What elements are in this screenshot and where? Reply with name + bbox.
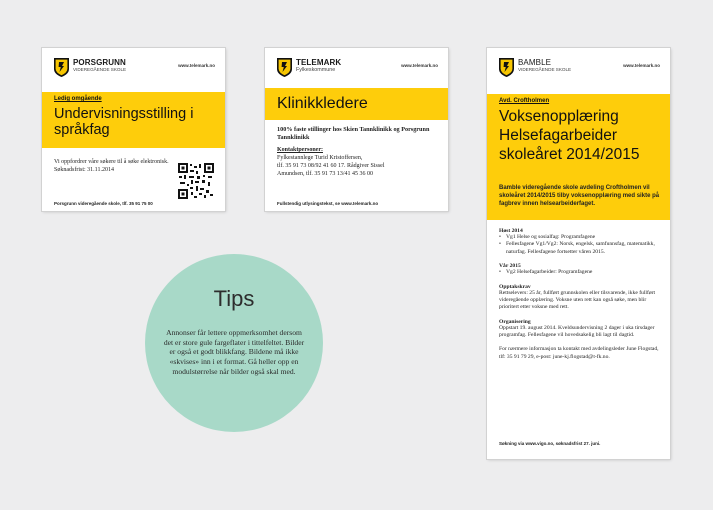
ad-header (487, 48, 670, 86)
ad-header (42, 48, 225, 86)
ad-footer: Porsgrunn videregående skole, tlf. 35 91 75 00 (54, 201, 153, 206)
org-subtitle: VIDEREGÅENDE SKOLE (73, 67, 127, 72)
title-band (265, 88, 448, 120)
org-subtitle: Fylkeskommune (296, 67, 336, 73)
qr-code-icon (178, 163, 214, 199)
contact-info: For nærmere informasjon ta kontakt med avdelingsleder June Flogstad, tlf: 35 91 79 29, e-post: june-kj.flogstad@t-fk.no. (499, 346, 659, 360)
contact-line: tlf. 35 91 73 08/92 41 60 17. Rådgiver Sissel (277, 163, 385, 169)
ad-footer: Søkning via www.vigo.no, søknadsfrist 27. juni. (499, 441, 601, 446)
title-band (42, 92, 225, 148)
tips-circle (145, 254, 323, 432)
org-name: PORSGRUNN (73, 58, 126, 67)
ad-footer: Fullstendig utlysingstekst, se www.telemark.no (277, 201, 379, 206)
org-name: TELEMARK (296, 58, 342, 67)
website-link[interactable]: www.telemark.no (401, 63, 438, 68)
contact-line: Amundsen, tlf. 35 91 73 13/41 45 36 00 (277, 171, 373, 177)
list-item: • Vg1 Helse og sosialfag: Programfagene (499, 234, 660, 241)
website-link[interactable]: www.telemark.no (178, 63, 215, 68)
job-ad-porsgrunn (42, 48, 225, 211)
job-ad-telemark (265, 48, 448, 211)
org-name: BAMBLE (518, 58, 552, 67)
ad-headline: Undervisningsstilling i språkfag (54, 106, 194, 138)
tips-title: Tips (213, 286, 255, 311)
section-list (499, 269, 660, 276)
section-list (499, 234, 660, 256)
list-item: • Fellesfagene Vg1/Vg2: Norsk, engelsk, samfunnsfag, matematikk, naturfag. Fellesfagene fortsetter våren 2015. (499, 241, 660, 256)
section-heading: Opptakskrav (499, 283, 531, 290)
ad-kicker: Avd. Croftholmen (499, 98, 550, 104)
ad-header (265, 48, 448, 86)
contact-line: Fylkestannlege Turid Kristoffersen, (277, 155, 363, 161)
tips-text: Annonser får lettere oppmerksomhet dersom det er store gule fargeflater i tittelfeltet. Bilder er også et godt blikkfang. Bildene må ikke «skvises» inn i et format. Gå heller opp en modulstørrelse når bilder også skal med. (163, 328, 305, 376)
section-heading: Vår 2015 (499, 263, 521, 270)
ad-headline: Klinikkledere (277, 95, 368, 112)
ad-intro: Bamble videregående skole avdeling Croftholmen vil skoleåret 2014/2015 tilby voksenopplæring med sikte på fagbrev innen helsearbeiderfaget. (499, 185, 660, 208)
ad-details (499, 223, 660, 361)
website-link[interactable]: www.telemark.no (623, 63, 660, 68)
crest-icon (277, 58, 292, 77)
section-heading: Organisering (499, 318, 531, 325)
crest-icon (499, 58, 514, 77)
ad-body: Vi oppfordrer våre søkere til å søke elektronisk. Søknadsfrist: 31.11.2014 (54, 159, 169, 174)
ad-headline: Voksenopplæring Helsefagarbeider skoleåret 2014/2015 (499, 108, 640, 163)
job-ad-bamble (487, 48, 670, 459)
crest-icon (54, 58, 69, 77)
ad-lead: 100% faste stillinger hos Skien Tannklinikk og Porsgrunn Tannklinikk (277, 126, 430, 142)
section-text: Oppstart 19. august 2014. Kveldsundervisning 2 dager i uka tirsdager programfag. Fellesfagene vil hovedsakelig bli lagt til dagtid. (499, 324, 655, 338)
contact-heading: Kontaktpersoner: (277, 147, 323, 153)
section-heading: Høst 2014 (499, 228, 523, 234)
section-text: Rettselevers: 25 år, fullført grunnskolen eller tilsvarende, ikke fullført videregående opplæring. Voksne uten rett kan også søke, men blir prioritert etter voksne med rett. (499, 289, 656, 311)
list-item: • Vg2 Helsefagarbeider: Programfagene (499, 269, 660, 276)
ad-kicker: Ledig omgående (54, 96, 102, 102)
org-subtitle: VIDEREGÅENDE SKOLE (518, 67, 572, 72)
